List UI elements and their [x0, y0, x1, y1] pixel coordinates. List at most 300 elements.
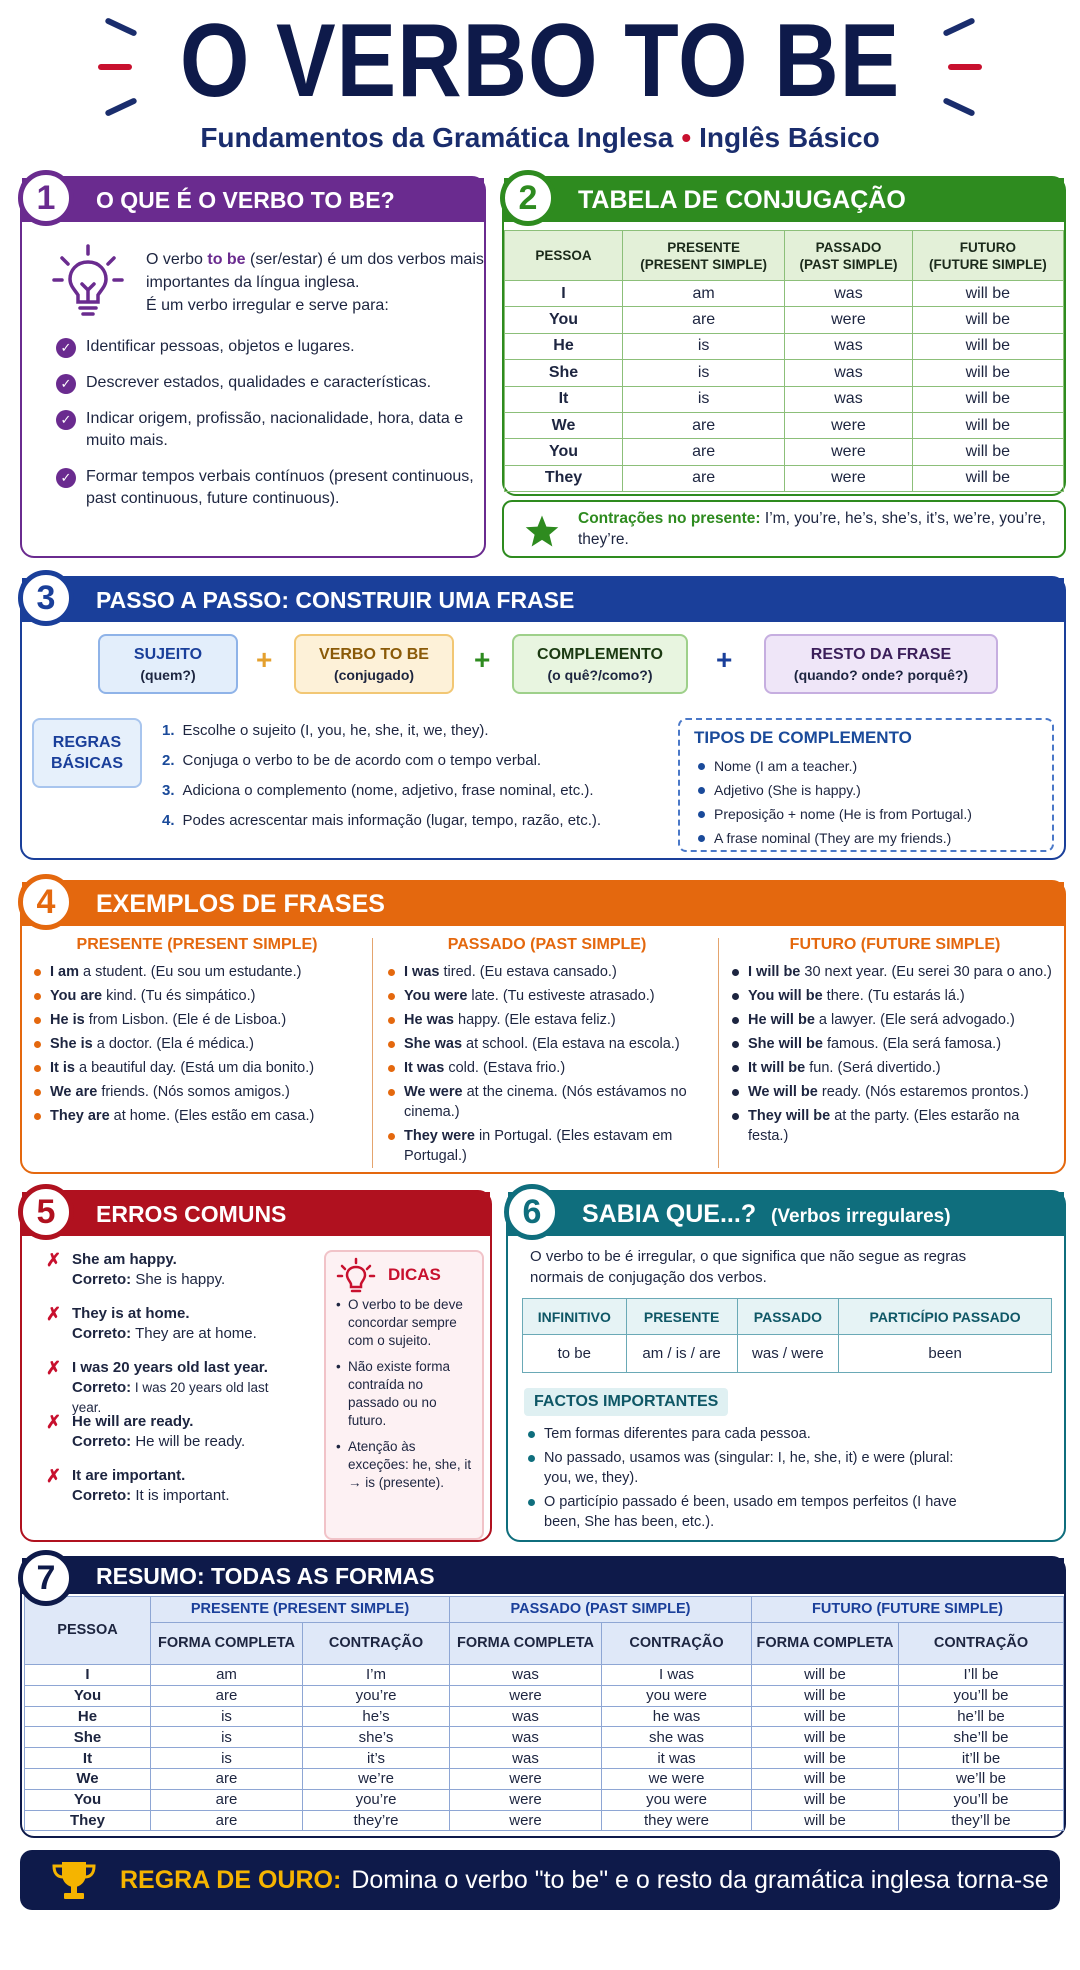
table-cell: are — [151, 1810, 303, 1831]
section-number-6: 6 — [504, 1184, 560, 1240]
table-cell: we’re — [303, 1768, 450, 1789]
table-cell: they’ll be — [899, 1810, 1064, 1831]
golden-rule-text: Domina o verbo "to be" e o resto da gramática inglesa torna-se mais fácil. — [120, 1866, 1049, 1954]
example-sentence — [730, 962, 1060, 982]
tip-item: • Não existe forma contraída no passado ou no futuro. — [336, 1358, 472, 1430]
table-cell: we’ll be — [899, 1768, 1064, 1789]
section-title: RESUMO: TODAS AS FORMAS — [22, 1558, 1064, 1594]
table-cell: was — [785, 386, 912, 412]
error-item — [46, 1466, 296, 1506]
header-sublabel: (PRESENT SIMPLE) — [640, 256, 768, 272]
column-title: PRESENTE (PRESENT SIMPLE) — [76, 936, 318, 953]
table-cell: will be — [752, 1789, 899, 1810]
example-rest: famous. (Ela será famosa.) — [822, 1036, 1002, 1052]
page-title: O VERBO TO BE — [179, 3, 901, 119]
table-cell: are — [623, 439, 785, 465]
subtitle-dot: • — [681, 122, 692, 153]
table-cell: are — [151, 1768, 303, 1789]
step-number: 4. — [162, 812, 175, 829]
example-sentence — [386, 962, 708, 982]
section-examples — [20, 880, 1066, 1174]
table-cell: to be — [523, 1335, 627, 1373]
list-item — [162, 752, 682, 770]
pill-verbo — [294, 634, 454, 694]
table-cell: we were — [602, 1768, 752, 1789]
example-verb: It was — [404, 1060, 445, 1076]
table-cell: was — [450, 1665, 602, 1686]
table-cell: will be — [912, 412, 1063, 438]
example-rest: a lawyer. (Ele será advogado.) — [814, 1012, 1015, 1028]
section-conjugation — [502, 176, 1066, 496]
example-rest: at the cinema. (Nós estávamos no cinema.) — [404, 1084, 687, 1120]
pill-sujeito — [98, 634, 238, 694]
header-forma: FORMA COMPLETA — [450, 1623, 602, 1665]
table-row — [25, 1748, 1064, 1769]
section-title: EXEMPLOS DE FRASES — [22, 882, 1064, 926]
step-number: 2. — [162, 752, 175, 769]
intro-text-d: É um verbo irregular e serve para: — [146, 297, 389, 314]
section-did-you-know — [506, 1190, 1066, 1542]
example-sentence — [730, 1082, 1060, 1102]
header-label: FUTURO — [959, 239, 1016, 255]
section-what-is — [20, 176, 486, 558]
table-cell: she’ll be — [899, 1727, 1064, 1748]
table-row — [25, 1768, 1064, 1789]
tips-box — [324, 1250, 484, 1540]
section-number-2: 2 — [500, 170, 556, 226]
facts-title: FACTOS IMPORTANTES — [524, 1388, 728, 1416]
table-cell: I’ll be — [899, 1665, 1064, 1686]
table-cell: are — [623, 412, 785, 438]
section-summary — [20, 1556, 1066, 1838]
table-cell: he’ll be — [899, 1706, 1064, 1727]
section-number-4: 4 — [18, 874, 74, 930]
table-cell: will be — [912, 307, 1063, 333]
example-sentence — [730, 1058, 1060, 1078]
table-cell: was — [450, 1727, 602, 1748]
example-verb: They are — [50, 1108, 110, 1124]
table-header-row — [25, 1623, 1064, 1665]
example-rest: at school. (Ela estava na escola.) — [462, 1036, 680, 1052]
example-sentence — [386, 1126, 708, 1166]
table-cell: will be — [912, 281, 1063, 307]
group-passado: PASSADO (PAST SIMPLE) — [450, 1597, 752, 1623]
plus-sign: + — [716, 644, 733, 675]
table-row — [25, 1727, 1064, 1748]
example-sentence — [32, 1082, 362, 1102]
table-cell: were — [450, 1685, 602, 1706]
past-column — [386, 936, 708, 1170]
table-header: PASSADO — [737, 1299, 839, 1335]
step-text: Adiciona o complemento (nome, adjetivo, frase nominal, etc.). — [182, 782, 594, 799]
cross-icon: ✗ — [46, 1304, 62, 1324]
list-item: Preposição + nome (He is from Portugal.) — [694, 802, 1038, 826]
section-number-5: 5 — [18, 1184, 74, 1240]
header-presente — [623, 231, 785, 281]
table-cell: will be — [752, 1727, 899, 1748]
table-header: PRESENTE — [626, 1299, 737, 1335]
subtitle-right: Inglês Básico — [699, 122, 880, 153]
header-contracao: CONTRAÇÃO — [303, 1623, 450, 1665]
error-wrong: He will are ready. — [72, 1413, 194, 1430]
example-verb: I was — [404, 964, 440, 980]
table-cell: am — [151, 1665, 303, 1686]
table-row — [523, 1335, 1052, 1373]
plus-sign: + — [256, 644, 273, 675]
future-column — [730, 936, 1060, 1150]
table-cell: I — [505, 281, 623, 307]
pill-label: VERBO TO BE — [319, 646, 429, 663]
list-item: Adjetivo (She is happy.) — [694, 778, 1038, 802]
table-cell: They — [25, 1810, 151, 1831]
example-sentence — [386, 1082, 708, 1122]
error-correct-label: Correto: — [72, 1433, 132, 1450]
table-cell: were — [450, 1768, 602, 1789]
header-sublabel: (PAST SIMPLE) — [799, 256, 898, 272]
list-item — [162, 722, 682, 740]
example-verb: You were — [404, 988, 468, 1004]
lightbulb-icon — [48, 240, 128, 320]
tip-item: • Atenção às exceções: he, she, it → is (presente). — [336, 1438, 472, 1492]
example-verb: It will be — [748, 1060, 806, 1076]
table-row — [505, 439, 1064, 465]
step-text: Conjuga o verbo to be de acordo com o tempo verbal. — [182, 752, 542, 769]
page-subtitle — [0, 122, 1080, 154]
example-verb: She will be — [748, 1036, 823, 1052]
table-cell: you’ll be — [899, 1789, 1064, 1810]
header-forma: FORMA COMPLETA — [752, 1623, 899, 1665]
example-verb: We will be — [748, 1084, 818, 1100]
list-item: Nome (I am a teacher.) — [694, 754, 1038, 778]
pill-complemento — [512, 634, 688, 694]
example-rest: from Lisbon. (Ele é de Lisboa.) — [84, 1012, 287, 1028]
table-cell: will be — [912, 386, 1063, 412]
column-title: FUTURO (FUTURE SIMPLE) — [789, 936, 1001, 953]
plus-sign: + — [474, 644, 491, 675]
step-number: 3. — [162, 782, 175, 799]
header-futuro — [912, 231, 1063, 281]
example-sentence — [730, 1106, 1060, 1146]
table-cell: you’re — [303, 1685, 450, 1706]
header-label: PRESENTE — [667, 239, 741, 255]
example-verb: I will be — [748, 964, 801, 980]
table-cell: will be — [912, 333, 1063, 359]
example-sentence — [730, 986, 1060, 1006]
column-title: PASSADO (PAST SIMPLE) — [447, 936, 647, 953]
table-row — [25, 1810, 1064, 1831]
error-correct: He will be ready. — [131, 1433, 246, 1450]
irregular-verb-table — [522, 1298, 1052, 1373]
table-cell: I’m — [303, 1665, 450, 1686]
example-verb: They will be — [748, 1108, 831, 1124]
table-cell: been — [839, 1335, 1052, 1373]
table-row — [505, 333, 1064, 359]
pill-label: RESTO DA FRASE — [810, 646, 952, 663]
table-cell: were — [785, 307, 912, 333]
error-correct: She is happy. — [131, 1271, 226, 1288]
pill-sublabel: (quando? onde? porquê?) — [793, 667, 969, 683]
table-cell: We — [505, 412, 623, 438]
example-sentence — [32, 1034, 362, 1054]
example-sentence — [730, 1034, 1060, 1054]
list-item: A frase nominal (They are my friends.) — [694, 826, 1038, 850]
table-cell: were — [450, 1789, 602, 1810]
summary-table — [24, 1596, 1064, 1831]
table-cell: you were — [602, 1789, 752, 1810]
example-sentence — [386, 986, 708, 1006]
table-cell: you’re — [303, 1789, 450, 1810]
trophy-icon — [50, 1860, 98, 1902]
section-number-3: 3 — [18, 570, 74, 626]
example-sentence — [386, 1034, 708, 1054]
table-row — [505, 360, 1064, 386]
example-verb: It is — [50, 1060, 75, 1076]
section-number-7: 7 — [18, 1550, 74, 1606]
table-cell: It — [25, 1748, 151, 1769]
list-item-text: Descrever estados, qualidades e características. — [86, 374, 432, 391]
complement-types-box — [678, 718, 1054, 852]
table-cell: is — [151, 1748, 303, 1769]
table-row — [25, 1665, 1064, 1686]
example-verb: I am — [50, 964, 80, 980]
error-correct-label: Correto: — [72, 1271, 132, 1288]
error-item — [46, 1412, 296, 1452]
step-text: Podes acrescentar mais informação (lugar, tempo, razão, etc.). — [182, 812, 602, 829]
table-cell: will be — [752, 1768, 899, 1789]
list-item — [56, 372, 486, 394]
table-cell: are — [151, 1685, 303, 1706]
pill-sublabel: (o quê?/como?) — [547, 667, 653, 683]
rules-badge — [32, 718, 142, 788]
cross-icon: ✗ — [46, 1466, 62, 1486]
example-sentence — [32, 1106, 362, 1126]
example-rest: 30 next year. (Eu serei 30 para o ano.) — [800, 964, 1052, 980]
table-cell: they’re — [303, 1810, 450, 1831]
list-item-text: Indicar origem, profissão, nacionalidade, hora, data e muito mais. — [86, 410, 464, 449]
example-rest: kind. (Tu és simpático.) — [102, 988, 256, 1004]
example-rest: happy. (Ele estava feliz.) — [453, 1012, 616, 1028]
header-label: PASSADO — [815, 239, 882, 255]
example-sentence — [32, 1058, 362, 1078]
example-verb: You are — [50, 988, 103, 1004]
example-verb: He is — [50, 1012, 85, 1028]
table-cell: is — [151, 1706, 303, 1727]
section-title-text: SABIA QUE...? — [582, 1200, 757, 1228]
example-rest: there. (Tu estarás lá.) — [822, 988, 965, 1004]
section-title: TABELA DE CONJUGAÇÃO — [504, 178, 1064, 222]
pill-resto — [764, 634, 998, 694]
example-sentence — [32, 1010, 362, 1030]
table-cell: was — [785, 281, 912, 307]
error-correct: It is important. — [131, 1487, 230, 1504]
table-cell: are — [623, 465, 785, 491]
intro-text-c: (ser/estar) é um dos verbos mais importantes da língua inglesa. — [146, 251, 484, 291]
cross-icon: ✗ — [46, 1358, 62, 1378]
example-rest: late. (Tu estiveste atrasado.) — [467, 988, 655, 1004]
example-sentence — [386, 1010, 708, 1030]
table-cell: He — [505, 333, 623, 359]
table-cell: will be — [752, 1706, 899, 1727]
section-title: ERROS COMUNS — [22, 1192, 490, 1236]
header-forma: FORMA COMPLETA — [151, 1623, 303, 1665]
table-header: PARTICÍPIO PASSADO — [839, 1299, 1052, 1335]
table-cell: was / were — [737, 1335, 839, 1373]
fact-item: O particípio passado é been, usado em tempos perfeitos (I have been, She has been, etc.). — [522, 1492, 962, 1532]
example-verb: We are — [50, 1084, 98, 1100]
table-row — [25, 1789, 1064, 1810]
table-header-row — [523, 1299, 1052, 1335]
table-cell: is — [623, 360, 785, 386]
table-cell: will be — [912, 360, 1063, 386]
section-title: O QUE É O VERBO TO BE? — [22, 178, 484, 222]
list-item — [56, 466, 486, 510]
table-cell: is — [623, 386, 785, 412]
table-cell: are — [151, 1789, 303, 1810]
tips-title — [336, 1260, 472, 1290]
pill-sublabel: (quem?) — [140, 667, 196, 683]
example-rest: at the party. (Eles estarão na festa.) — [748, 1108, 1020, 1144]
table-cell: are — [623, 307, 785, 333]
table-header: INFINITIVO — [523, 1299, 627, 1335]
example-rest: in Portugal. (Eles estavam em Portugal.) — [404, 1128, 673, 1164]
table-cell: will be — [752, 1748, 899, 1769]
check-icon: ✓ — [56, 374, 76, 394]
example-rest: a doctor. (Ela é médica.) — [92, 1036, 254, 1052]
table-cell: it’s — [303, 1748, 450, 1769]
list-item — [162, 812, 682, 830]
table-cell: he’s — [303, 1706, 450, 1727]
error-item — [46, 1304, 296, 1344]
table-cell: he was — [602, 1706, 752, 1727]
step-number: 1. — [162, 722, 175, 739]
intro-text-a: O verbo — [146, 251, 208, 268]
table-cell: We — [25, 1768, 151, 1789]
group-presente: PRESENTE (PRESENT SIMPLE) — [151, 1597, 450, 1623]
contractions-text — [578, 508, 1048, 550]
check-icon: ✓ — [56, 468, 76, 488]
column-divider — [372, 938, 373, 1168]
table-cell: will be — [912, 439, 1063, 465]
example-rest: cold. (Estava frio.) — [444, 1060, 566, 1076]
table-cell: He — [25, 1706, 151, 1727]
error-wrong: She am happy. — [72, 1251, 177, 1268]
table-cell: They — [505, 465, 623, 491]
error-correct-label: Correto: — [72, 1379, 132, 1396]
list-item — [56, 408, 486, 452]
table-cell: was — [450, 1748, 602, 1769]
example-verb: She was — [404, 1036, 463, 1052]
example-sentence — [32, 986, 362, 1006]
contractions-forms: I’m, you’re, he’s, she’s, it’s, we’re, you’re, they’re. — [578, 510, 1046, 548]
rules-label: REGRAS — [52, 734, 122, 751]
table-row — [505, 307, 1064, 333]
error-correct-label: Correto: — [72, 1487, 132, 1504]
column-divider — [718, 938, 719, 1168]
intro-text — [146, 248, 486, 317]
header-sublabel: (FUTURE SIMPLE) — [928, 256, 1047, 272]
table-cell: were — [785, 465, 912, 491]
header-passado — [785, 231, 912, 281]
table-cell: they were — [602, 1810, 752, 1831]
example-rest: fun. (Será divertido.) — [805, 1060, 941, 1076]
table-cell: She — [505, 360, 623, 386]
table-cell: were — [785, 439, 912, 465]
contractions-label: Contrações no presente: — [578, 510, 761, 527]
list-item-text: Identificar pessoas, objetos e lugares. — [86, 338, 355, 355]
table-cell: It — [505, 386, 623, 412]
table-row — [505, 412, 1064, 438]
table-cell: She — [25, 1727, 151, 1748]
error-correct-label: Correto: — [72, 1325, 132, 1342]
list-item-text: Formar tempos verbais contínuos (present continuous, past continuous, future continuous). — [86, 468, 474, 507]
lightbulb-icon — [336, 1258, 376, 1294]
table-cell: will be — [912, 465, 1063, 491]
header-pessoa: PESSOA — [25, 1597, 151, 1665]
page-header — [0, 0, 1080, 160]
table-cell: is — [623, 333, 785, 359]
error-wrong: They is at home. — [72, 1305, 190, 1322]
star-icon — [524, 514, 560, 548]
error-correct: I was 20 years old last year. — [72, 1380, 269, 1415]
section-title-sub: (Verbos irregulares) — [771, 1206, 951, 1227]
fact-item: No passado, usamos was (singular: I, he, she, it) e were (plural: you, we, they). — [522, 1448, 962, 1488]
pill-sublabel: (conjugado) — [333, 667, 415, 683]
table-cell: I — [25, 1665, 151, 1686]
table-cell: is — [151, 1727, 303, 1748]
check-icon: ✓ — [56, 410, 76, 430]
step-text: Escolhe o sujeito (I, you, he, she, it, we, they). — [182, 722, 489, 739]
golden-rule-label: REGRA DE OURO: — [120, 1866, 342, 1894]
table-row — [25, 1685, 1064, 1706]
complement-types-title: TIPOS DE COMPLEMENTO — [694, 728, 912, 747]
intro-term: to be — [207, 251, 246, 268]
example-verb: They were — [404, 1128, 475, 1144]
section-common-errors — [20, 1190, 492, 1542]
table-row — [25, 1706, 1064, 1727]
fact-item: Tem formas diferentes para cada pessoa. — [522, 1424, 962, 1444]
table-cell: You — [25, 1685, 151, 1706]
example-rest: a student. (Eu sou um estudante.) — [79, 964, 302, 980]
table-cell: she’s — [303, 1727, 450, 1748]
subtitle-left: Fundamentos da Gramática Inglesa — [200, 122, 674, 153]
table-cell: will be — [752, 1685, 899, 1706]
header-pessoa: PESSOA — [505, 231, 623, 281]
table-cell: was — [450, 1706, 602, 1727]
table-cell: will be — [752, 1665, 899, 1686]
example-rest: friends. (Nós somos amigos.) — [97, 1084, 290, 1100]
group-futuro: FUTURO (FUTURE SIMPLE) — [752, 1597, 1064, 1623]
tip-item: • O verbo to be deve concordar sempre com o sujeito. — [336, 1296, 472, 1350]
example-sentence — [730, 1010, 1060, 1030]
error-item — [46, 1250, 296, 1290]
table-cell: it’ll be — [899, 1748, 1064, 1769]
error-item — [46, 1358, 296, 1418]
table-cell: You — [505, 307, 623, 333]
table-cell: I was — [602, 1665, 752, 1686]
pill-label: COMPLEMENTO — [537, 646, 663, 663]
pill-label: SUJEITO — [133, 646, 203, 663]
example-verb: She is — [50, 1036, 93, 1052]
error-correct: They are at home. — [131, 1325, 257, 1342]
table-cell: You — [25, 1789, 151, 1810]
table-cell: will be — [752, 1810, 899, 1831]
table-cell: you were — [602, 1685, 752, 1706]
table-cell: you’ll be — [899, 1685, 1064, 1706]
table-group-row — [25, 1597, 1064, 1623]
check-icon: ✓ — [56, 338, 76, 358]
cross-icon: ✗ — [46, 1250, 62, 1270]
table-header-row — [505, 231, 1064, 281]
